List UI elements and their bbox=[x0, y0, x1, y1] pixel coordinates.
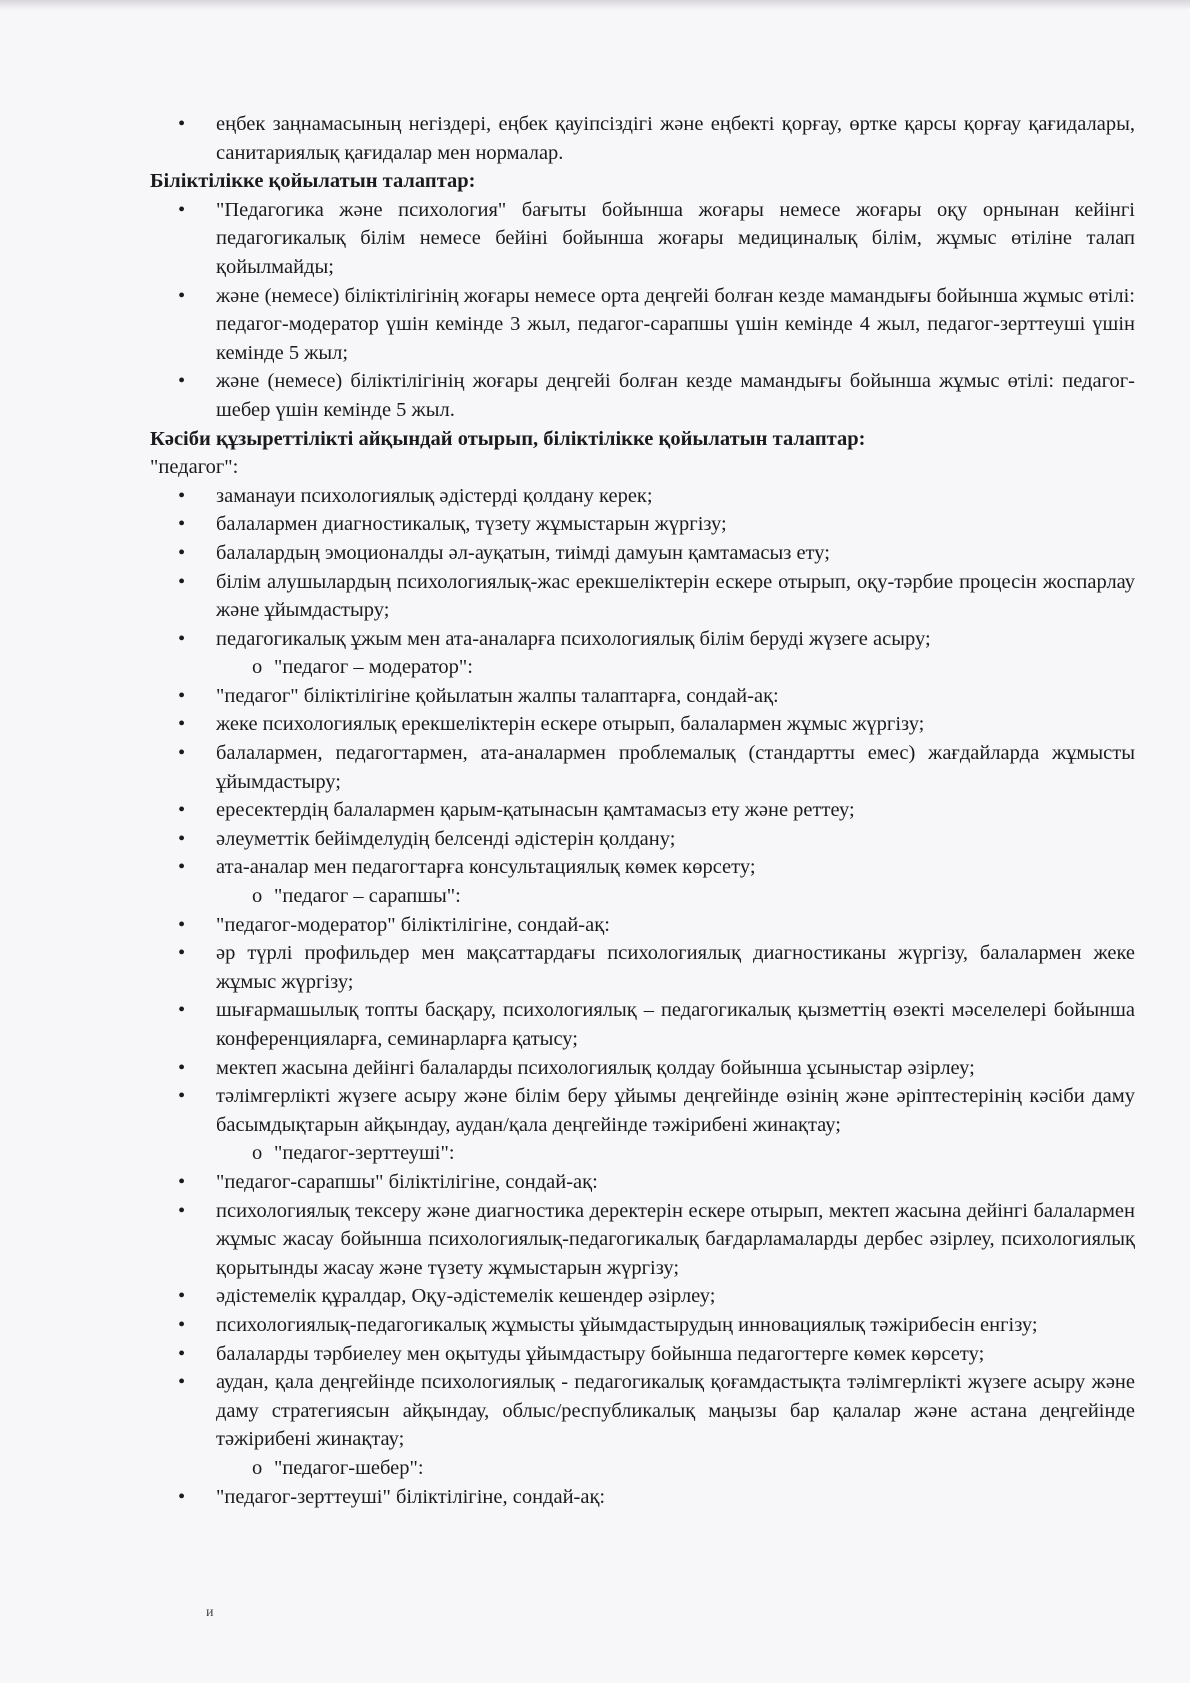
list-item-text: психологиялық-педагогикалық жұмысты ұйымдастырудың инновациялық тәжірибесін енгізу; bbox=[216, 1313, 1038, 1336]
list-item bbox=[178, 282, 1135, 368]
bullet-icon: • bbox=[178, 513, 186, 536]
sub-list-item bbox=[178, 1454, 1135, 1483]
document-body bbox=[150, 110, 1135, 1511]
list-item bbox=[178, 1054, 1135, 1083]
list-item bbox=[178, 568, 1135, 625]
list-item-text: жеке психологиялық ерекшеліктерін ескере отырып, балалармен жұмыс жүргізу; bbox=[216, 713, 925, 736]
bullet-icon: • bbox=[178, 799, 186, 822]
page-mark: и bbox=[206, 1605, 214, 1620]
heading-text: Кәсіби құзыреттілікті айқындай отырып, біліктілікке қойылатын талаптар: bbox=[150, 427, 866, 450]
list-item bbox=[178, 110, 1135, 167]
bullet-icon: • bbox=[178, 284, 186, 307]
list-item bbox=[178, 853, 1135, 882]
bullet-icon: • bbox=[178, 913, 186, 936]
bullet-icon: • bbox=[178, 198, 186, 221]
list-item-text: және (немесе) біліктілігінің жоғары деңгейі болған кезде мамандығы бойынша жұмыс өтілі: педагог-шебер үшін кемінде 5 жыл. bbox=[216, 370, 1135, 421]
heading-text: Біліктілікке қойылатын талаптар: bbox=[150, 170, 476, 193]
list-item bbox=[178, 1197, 1135, 1283]
list-item-text: еңбек заңнамасының негіздері, еңбек қауіпсіздігі және еңбекті қорғау, өртке қарсы қорғау қағидалары, санитариялық қағидалар мен нормалар. bbox=[216, 113, 1135, 164]
bullet-icon: • bbox=[178, 1342, 186, 1365]
bullet-icon: • bbox=[178, 827, 186, 850]
list-item-text: психологиялық тексеру және диагностика деректерін ескере отырып, мектеп жасына дейінгі балалармен жұмыс жасау бойынша психологиялық-педагогикалық бағдарламаларды дербес әзірлеу, психологиялық қорытынды жасау және түзету жұмыстарын жүргізу; bbox=[216, 1199, 1135, 1279]
bullet-icon: • bbox=[178, 484, 186, 507]
list-item bbox=[178, 1340, 1135, 1369]
list-item bbox=[178, 539, 1135, 568]
list-item-text: педагогикалық ұжым мен ата-аналарға психологиялық білім беруді жүзеге асыру; bbox=[216, 627, 931, 650]
list-item-text: мектеп жасына дейінгі балаларды психологиялық қолдау бойынша ұсыныстар әзірлеу; bbox=[216, 1056, 975, 1079]
sub-list-item-text: "педагог – сарапшы": bbox=[274, 885, 461, 908]
section-heading bbox=[150, 425, 1135, 454]
section-heading bbox=[150, 167, 1135, 196]
bullet-icon: • bbox=[178, 999, 186, 1022]
list-item bbox=[178, 510, 1135, 539]
bullet-icon: • bbox=[178, 1285, 186, 1308]
list-item-text: әдістемелік құралдар, Оқу-әдістемелік кешендер әзірлеу; bbox=[216, 1285, 716, 1308]
list-item-text: аудан, қала деңгейінде психологиялық - педагогикалық қоғамдастықта тәлімгерлікті жүзеге асыру және даму стратегиясын айқындау, облыс/республикалық маңызы бар қалалар және астана деңгейінде тәжірибені жинақтау; bbox=[216, 1371, 1135, 1451]
list-item-text: "педагог-сарапшы" біліктілігіне, сондай-ақ: bbox=[216, 1170, 598, 1193]
bullet-icon: • bbox=[178, 541, 186, 564]
bullet-icon: • bbox=[178, 570, 186, 593]
list-item-text: балалармен, педагогтармен, ата-аналармен проблемалық (стандартты емес) жағдайларда жұмысты ұйымдастыру; bbox=[216, 742, 1135, 793]
list-item bbox=[178, 482, 1135, 511]
role-label-text: "педагог": bbox=[150, 456, 239, 479]
list-item-text: және (немесе) біліктілігінің жоғары немесе орта деңгейі болған кезде мамандығы бойынша жұмыс өтілі: педагог-модератор үшін кемінде 3 жыл, педагог-сарапшы үшін кемінде 4 жыл, педагог-зерттеуші үшін кемінде 5 жыл; bbox=[216, 284, 1135, 364]
circle-bullet-icon: o bbox=[252, 656, 263, 679]
bullet-icon: • bbox=[178, 1056, 186, 1079]
bullet-icon: • bbox=[178, 713, 186, 736]
bullet-icon: • bbox=[178, 742, 186, 765]
list-item bbox=[178, 710, 1135, 739]
list-item bbox=[178, 1082, 1135, 1139]
list-item-text: ересектердің балалармен қарым-қатынасын қамтамасыз ету және реттеу; bbox=[216, 799, 855, 822]
list-item bbox=[178, 939, 1135, 996]
bullet-icon: • bbox=[178, 1485, 186, 1508]
list-item-text: "педагог" біліктілігіне қойылатын жалпы талаптарға, сондай-ақ: bbox=[216, 684, 779, 707]
circle-bullet-icon: o bbox=[252, 1456, 263, 1479]
list-item bbox=[178, 1282, 1135, 1311]
bullet-icon: • bbox=[178, 1313, 186, 1336]
circle-bullet-icon: o bbox=[252, 885, 263, 908]
bullet-icon: • bbox=[178, 942, 186, 965]
sub-list-item-text: "педагог – модератор": bbox=[274, 656, 473, 679]
list-item-text: тәлімгерлікті жүзеге асыру және білім беру ұйымы деңгейінде өзінің және әріптестерінің кәсіби даму басымдықтарын айқындау, аудан/қала деңгейінде тәжірибені жинақтау; bbox=[216, 1085, 1135, 1136]
bullet-icon: • bbox=[178, 1170, 186, 1193]
list-item bbox=[178, 682, 1135, 711]
list-item bbox=[178, 1168, 1135, 1197]
list-item-text: әр түрлі профильдер мен мақсаттардағы психологиялық диагностиканы жүргізу, балалармен жеке жұмыс жүргізу; bbox=[216, 942, 1135, 993]
list-item-text: "Педагогика және психология" бағыты бойынша жоғары немесе жоғары оқу орнынан кейінгі педагогикалық білім немесе бейіні бойынша жоғары медициналық білім, жұмыс өтіліне талап қойылмайды; bbox=[216, 198, 1135, 278]
circle-bullet-icon: o bbox=[252, 1142, 263, 1165]
list-item bbox=[178, 367, 1135, 424]
sub-list-item bbox=[178, 882, 1135, 911]
list-item-text: "педагог-зерттеуші" біліктілігіне, сондай-ақ: bbox=[216, 1485, 606, 1508]
bullet-icon: • bbox=[178, 1199, 186, 1222]
list-item-text: білім алушылардың психологиялық-жас ерекшеліктерін ескере отырып, оқу-тәрбие процесін жоспарлау және ұйымдастыру; bbox=[216, 570, 1135, 622]
sub-list-item-text: "педагог-шебер": bbox=[274, 1456, 424, 1479]
list-item bbox=[178, 996, 1135, 1053]
list-item-text: балаларды тәрбиелеу мен оқытуды ұйымдастыру бойынша педагогтерге көмек көрсету; bbox=[216, 1342, 985, 1365]
list-item bbox=[178, 1483, 1135, 1512]
bullet-icon: • bbox=[178, 856, 186, 879]
role-label bbox=[150, 453, 1135, 482]
list-item-text: балалармен диагностикалық, түзету жұмыстарын жүргізу; bbox=[216, 513, 727, 536]
list-item-text: ата-аналар мен педагогтарға консультациялық көмек көрсету; bbox=[216, 856, 756, 879]
bullet-icon: • bbox=[178, 113, 186, 135]
list-item-text: шығармашылық топты басқару, психологиялық – педагогикалық қызметтің өзекті мәселелері бойынша конференцияларға, семинарларға қатысу; bbox=[216, 999, 1135, 1050]
bullet-icon: • bbox=[178, 1085, 186, 1108]
sub-list-item bbox=[178, 653, 1135, 682]
list-item-text: заманауи психологиялық әдістерді қолдану керек; bbox=[216, 484, 653, 507]
sub-list-item-text: "педагог-зерттеуші": bbox=[274, 1142, 455, 1165]
list-item bbox=[178, 1311, 1135, 1340]
bullet-icon: • bbox=[178, 370, 186, 393]
list-item-text: әлеуметтік бейімделудің белсенді әдістерін қолдану; bbox=[216, 827, 676, 850]
bullet-icon: • bbox=[178, 627, 186, 650]
list-item bbox=[178, 796, 1135, 825]
list-item bbox=[178, 911, 1135, 940]
list-item bbox=[178, 739, 1135, 796]
bullet-icon: • bbox=[178, 1371, 186, 1394]
list-item-text: "педагог-модератор" біліктілігіне, сондай-ақ: bbox=[216, 913, 610, 936]
bullet-icon: • bbox=[178, 684, 186, 707]
list-item-text: балалардың эмоционалды әл-ауқатын, тиімді дамуын қамтамасыз ету; bbox=[216, 541, 830, 564]
list-item bbox=[178, 825, 1135, 854]
scan-edge bbox=[0, 0, 1190, 10]
sub-list-item bbox=[178, 1139, 1135, 1168]
list-item bbox=[178, 196, 1135, 282]
list-item bbox=[178, 625, 1135, 654]
list-item bbox=[178, 1368, 1135, 1454]
